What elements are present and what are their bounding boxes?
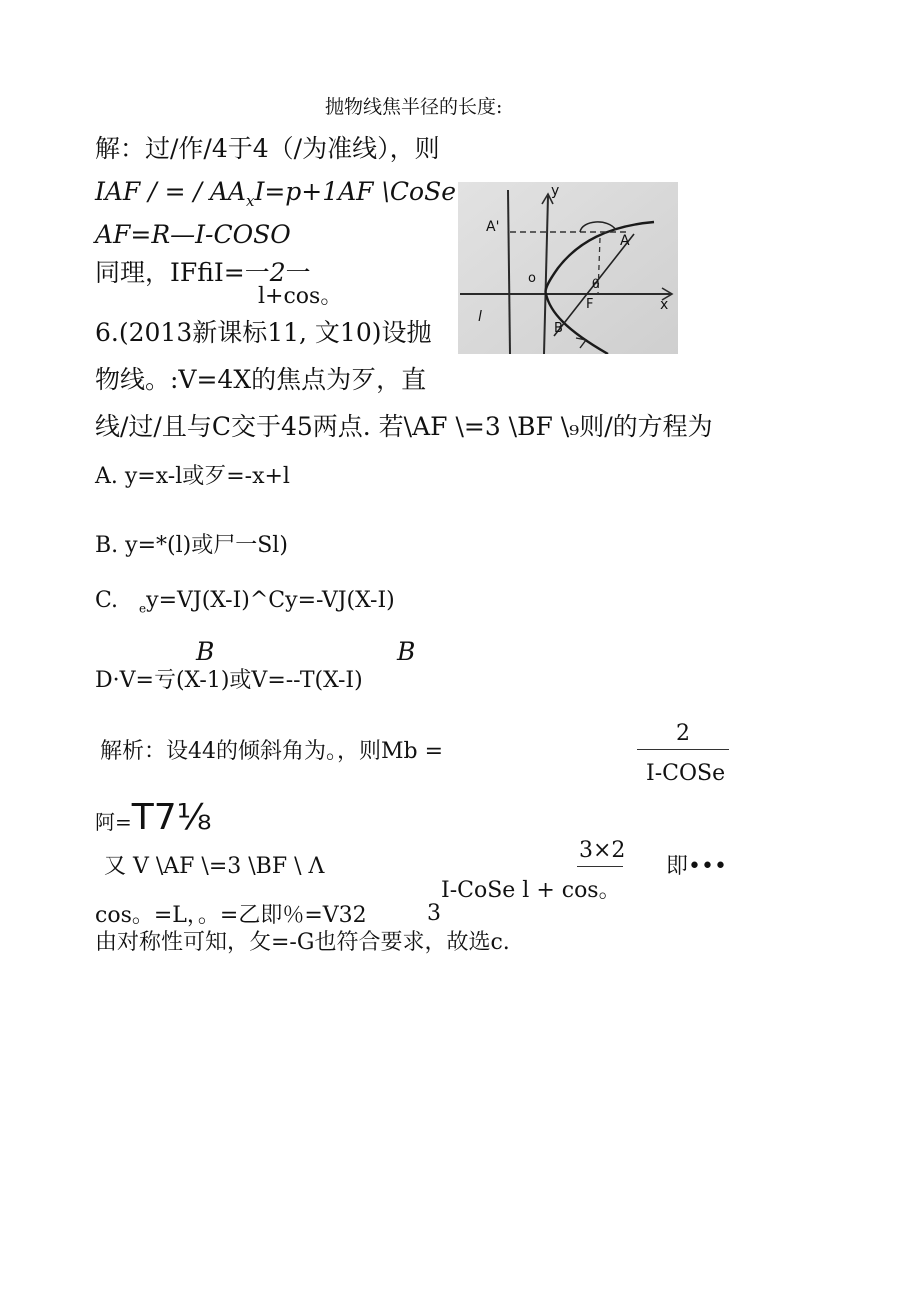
option-d-b1: B bbox=[196, 637, 215, 666]
option-c-sub: e bbox=[139, 601, 147, 616]
solution-line-4b: 3 bbox=[427, 901, 441, 926]
option-b: B. y=*(l)或尸一Sl) bbox=[95, 533, 288, 558]
option-c-text: y=VJ(X-I)^Cy=-VJ(X-I) bbox=[146, 588, 395, 613]
option-c bbox=[95, 590, 395, 614]
photo-label-f: F bbox=[586, 297, 594, 312]
intro-line-5: l+cos。 bbox=[258, 284, 343, 309]
solution-line-2 bbox=[95, 797, 212, 838]
intro-line-2-sub: x bbox=[245, 192, 255, 210]
solution-line-1: 解析：设44的倾斜角为。，则Mb = bbox=[100, 739, 444, 764]
option-d: D·V=亏(X-1)或V=--T(X-I) bbox=[95, 668, 363, 693]
photo-label-theta: θ bbox=[592, 277, 600, 291]
intro-line-4c: 一 bbox=[285, 258, 311, 287]
solution-line-5: 由对称性可知，攵=-G也符合要求，故选c. bbox=[95, 930, 510, 955]
intro-line-4a: 同理，IFfiI=一 bbox=[95, 258, 270, 287]
page-title: 抛物线焦半径的长度: bbox=[325, 96, 503, 118]
photo-label-x: x bbox=[660, 297, 669, 313]
photo-label-o: o bbox=[528, 271, 536, 286]
intro-line-2 bbox=[95, 179, 456, 209]
intro-line-4 bbox=[95, 260, 311, 285]
intro-line-2a: IAF / = / AA bbox=[95, 177, 246, 206]
solution-line-4: cos。=L，。=乙即％=V32 bbox=[95, 903, 367, 928]
intro-line-1: 解：过/作/4于4（/为准线），则 bbox=[95, 134, 440, 163]
intro-line-2b: I=p+1AF \CoSe bbox=[254, 177, 456, 206]
solution-frac2-num: 3×2 bbox=[579, 838, 626, 863]
solution-frac2-bar bbox=[577, 866, 623, 867]
problem-line-2: 物线。:V=4X的焦点为歹，直 bbox=[95, 365, 427, 394]
solution-frac1-bar bbox=[637, 749, 729, 750]
problem-line-3: 线/过/且与C交于45两点. 若\AF \=3 \BF \₉则/的方程为 bbox=[95, 412, 713, 441]
option-c-label: C. bbox=[95, 588, 119, 613]
option-d-b2: B bbox=[397, 637, 416, 666]
photo-label-a: A bbox=[620, 233, 630, 249]
intro-line-4b: 2 bbox=[269, 258, 286, 287]
solution-line-2-text: 阿=T7⅛ bbox=[95, 797, 212, 838]
solution-ji: 即••• bbox=[666, 854, 727, 879]
intro-line-3: AF=R—I-COSO bbox=[95, 220, 291, 249]
parabola-figure-photo bbox=[458, 182, 678, 354]
solution-frac1-num: 2 bbox=[676, 721, 690, 746]
photo-label-l: l bbox=[478, 309, 482, 325]
photo-label-b: B bbox=[554, 321, 563, 336]
problem-line-1: 6.(2013新课标11, 文10)设抛 bbox=[95, 318, 432, 347]
solution-line-3: 又 V \AF \=3 \BF \ Λ bbox=[104, 854, 325, 879]
option-a: A. y=x-l或歹=-x+l bbox=[95, 464, 290, 489]
solution-frac2-den: I-CoSe l + cos。 bbox=[441, 878, 621, 903]
solution-frac1-den: I-COSe bbox=[646, 761, 726, 786]
photo-label-y: y bbox=[551, 183, 560, 199]
photo-label-a-prime: A' bbox=[486, 219, 500, 235]
